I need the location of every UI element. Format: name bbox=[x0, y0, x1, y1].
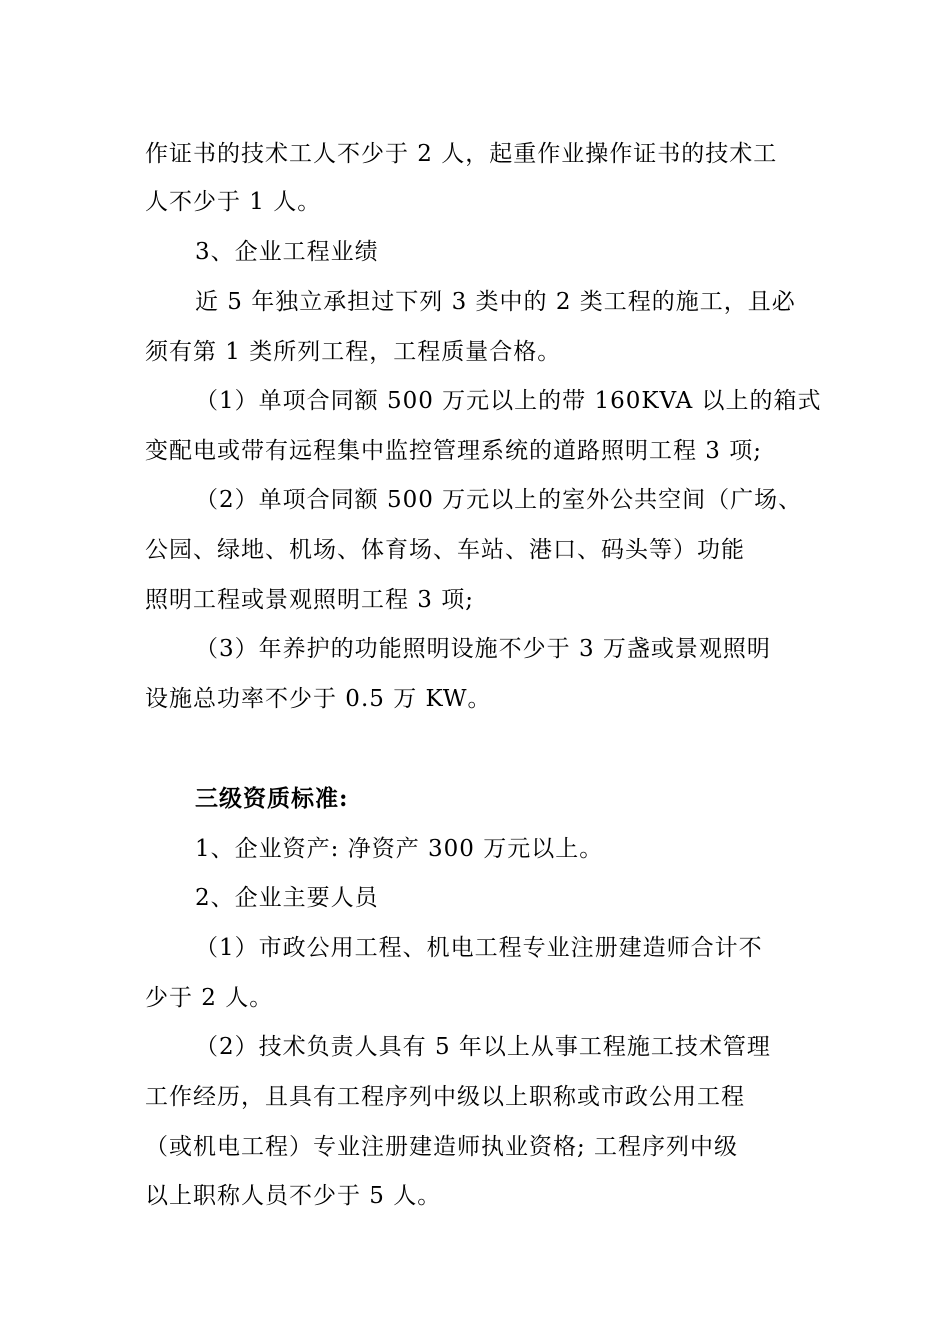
text-line-1: 作证书的技术工人不少于 2 人，起重作业操作证书的技术工 bbox=[145, 141, 778, 167]
text-line-8: （2）单项合同额 500 万元以上的室外公共空间（广场、 bbox=[195, 487, 803, 513]
text-line-7: 变配电或带有远程集中监控管理系统的道路照明工程 3 项; bbox=[145, 438, 763, 464]
text-line-9: 公园、绿地、机场、体育场、车站、港口、码头等）功能 bbox=[145, 537, 745, 563]
text-line-10: 照明工程或景观照明工程 3 项; bbox=[145, 587, 475, 613]
text-line-5: 须有第 1 类所列工程，工程质量合格。 bbox=[145, 339, 562, 365]
text-line-2: 人不少于 1 人。 bbox=[145, 189, 322, 215]
section-heading-performance: 3、企业工程业绩 bbox=[195, 239, 379, 265]
text-line-17: 少于 2 人。 bbox=[145, 985, 274, 1011]
text-line-12: 设施总功率不少于 0.5 万 KW。 bbox=[145, 686, 492, 712]
section-heading-personnel: 2、企业主要人员 bbox=[195, 885, 379, 911]
text-line-4: 近 5 年独立承担过下列 3 类中的 2 类工程的施工，且必 bbox=[195, 289, 796, 315]
text-line-20: （或机电工程）专业注册建造师执业资格; 工程序列中级 bbox=[145, 1134, 739, 1160]
text-line-21: 以上职称人员不少于 5 人。 bbox=[145, 1183, 442, 1209]
section-heading-level3: 三级资质标准: bbox=[195, 785, 349, 812]
text-line-18: （2）技术负责人具有 5 年以上从事工程施工技术管理 bbox=[195, 1034, 771, 1060]
text-line-16: （1）市政公用工程、机电工程专业注册建造师合计不 bbox=[195, 935, 763, 961]
text-line-11: （3）年养护的功能照明设施不少于 3 万盏或景观照明 bbox=[195, 636, 771, 662]
text-line-6: （1）单项合同额 500 万元以上的带 160KVA 以上的箱式 bbox=[195, 388, 822, 414]
text-line-14: 1、企业资产: 净资产 300 万元以上。 bbox=[195, 836, 604, 862]
text-line-19: 工作经历，且具有工程序列中级以上职称或市政公用工程 bbox=[145, 1084, 745, 1110]
